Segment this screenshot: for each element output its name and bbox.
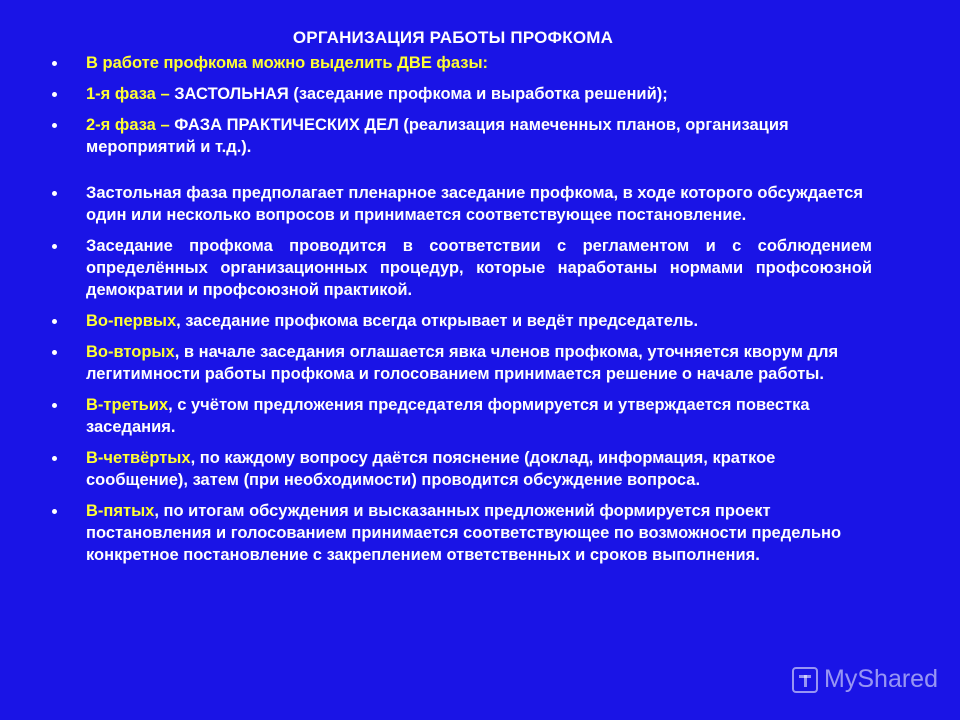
list-item (52, 83, 872, 105)
list-item (52, 114, 872, 158)
list-item (52, 52, 872, 74)
bullet-dot-icon (52, 456, 57, 461)
bullet-dot-icon (52, 319, 57, 324)
item-text: , по итогам обсуждения и высказанных предложений формируется проект постановления и голосованием принимается соответствующее по возможности предельно конкретное постановление с закреплением ответственных и сроков выполнения. (86, 502, 842, 564)
list-item (52, 235, 872, 301)
item-highlight: Во-вторых (86, 343, 175, 361)
list-item (52, 341, 872, 385)
item-highlight: 1-я фаза – (86, 85, 175, 103)
item-highlight: Во-первых (86, 312, 177, 330)
watermark (792, 665, 938, 694)
item-text: , в начале заседания оглашается явка членов профкома, уточняется кворум для легитимности работы профкома и голосованием принимается решение о начале работы. (86, 343, 839, 383)
list-item (52, 500, 872, 566)
bullet-dot-icon (52, 92, 57, 97)
bullet-dot-icon (52, 244, 57, 249)
bullet-dot-icon (52, 123, 57, 128)
item-text: Заседание профкома проводится в соответствии с регламентом и с соблюдением определённых организационных процедур, которые наработаны нормами профсоюзной демократии и профсоюзной практикой. (86, 237, 872, 299)
item-text: ЗАСТОЛЬНАЯ (заседание профкома и выработка решений); (174, 85, 668, 103)
slide-title: ОРГАНИЗАЦИЯ РАБОТЫ ПРОФКОМА (292, 28, 614, 47)
item-highlight: В-пятых (86, 502, 155, 520)
item-highlight: В-четвёртых (86, 449, 191, 467)
list-item (52, 310, 872, 332)
list-item (52, 182, 872, 226)
list-item (52, 394, 872, 438)
bullet-dot-icon (52, 509, 57, 514)
myshared-logo-icon (792, 667, 818, 693)
item-text: , с учётом предложения председателя формируется и утверждается повестка заседания. (86, 396, 810, 436)
bullet-dot-icon (52, 350, 57, 355)
item-highlight: В-третьих (86, 396, 169, 414)
item-text: , заседание профкома всегда открывает и ведёт председатель. (176, 312, 699, 330)
bullet-dot-icon (52, 403, 57, 408)
item-text: , по каждому вопросу даётся пояснение (доклад, информация, краткое сообщение), затем (при необходимости) проводится обсуждение вопроса. (86, 449, 776, 489)
item-highlight: В работе профкома можно выделить ДВЕ фазы: (86, 54, 489, 72)
watermark-text: MyShared (824, 665, 938, 693)
item-text: ФАЗА ПРАКТИЧЕСКИХ ДЕЛ (реализация намеченных планов, организация мероприятий и т.д.). (86, 116, 789, 156)
bullet-list (52, 52, 872, 575)
bullet-dot-icon (52, 191, 57, 196)
bullet-dot-icon (52, 61, 57, 66)
item-highlight: 2-я фаза – (86, 116, 175, 134)
item-text: Застольная фаза предполагает пленарное заседание профкома, в ходе которого обсуждается один или несколько вопросов и принимается соответствующее постановление. (86, 184, 863, 224)
list-item (52, 447, 872, 491)
